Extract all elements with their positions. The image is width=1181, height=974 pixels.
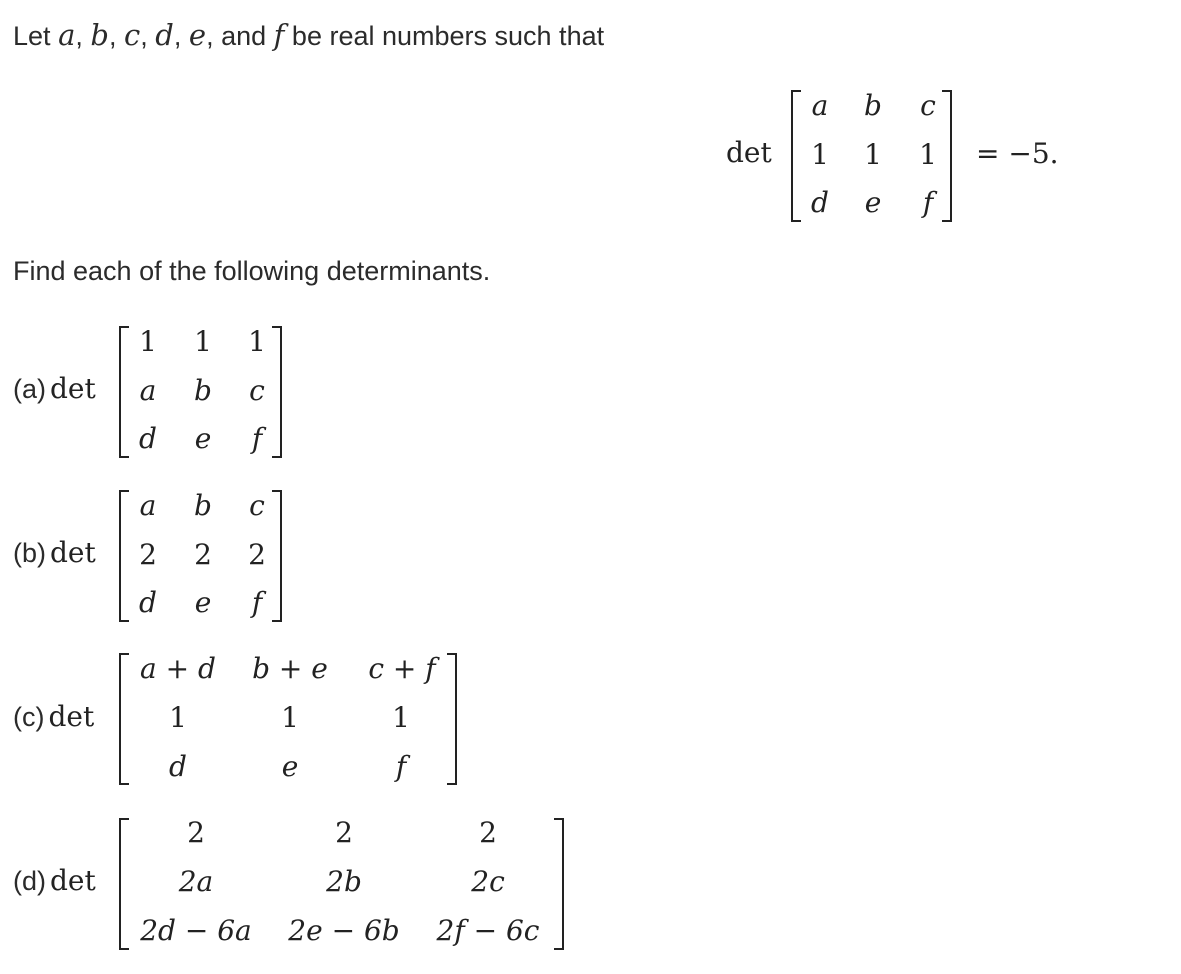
part-b-det: det — [50, 536, 96, 569]
matrix-cell: f — [251, 586, 263, 619]
given-cell: f — [922, 186, 934, 219]
given-cell: 1 — [864, 138, 882, 171]
matrix-cell: c — [249, 374, 265, 407]
matrix-cell: b — [194, 489, 212, 522]
intro-prefix: Let — [13, 21, 51, 51]
matrix-cell: 2d − 6a — [140, 914, 252, 947]
var-a: a — [58, 18, 76, 52]
matrix-cell: 2c — [471, 865, 505, 898]
matrix-cell: 1 — [248, 325, 266, 358]
intro-suffix: be real numbers such that — [291, 21, 605, 51]
matrix-cell: e — [281, 750, 299, 783]
part-b-label: (b) — [13, 538, 46, 568]
given-rhs: = −5. — [976, 137, 1059, 170]
matrix-cell: e — [194, 586, 212, 619]
part-d-det: det — [50, 864, 96, 897]
matrix-cell: 1 — [194, 325, 212, 358]
matrix-cell: d — [139, 586, 157, 619]
matrix-cell: 2b — [326, 865, 362, 898]
matrix-cell: 2 — [248, 538, 266, 571]
var-c: c — [124, 18, 141, 52]
given-cell: 1 — [919, 138, 937, 171]
matrix-cell: e — [194, 422, 212, 455]
matrix-cell: a — [139, 489, 157, 522]
part-a-label: (a) — [13, 374, 46, 404]
matrix-cell: c — [249, 489, 265, 522]
matrix-cell: 1 — [392, 701, 410, 734]
matrix-cell: d — [169, 750, 187, 783]
matrix-cell: 2 — [194, 538, 212, 571]
matrix-cell: 1 — [169, 701, 187, 734]
var-f: f — [273, 18, 285, 52]
matrix-cell: b — [194, 374, 212, 407]
matrix-cell: 2 — [187, 816, 205, 849]
intro-and: and — [221, 21, 267, 51]
given-cell: c — [920, 89, 936, 122]
matrix-cell: f — [251, 422, 263, 455]
matrix-cell: 2 — [335, 816, 353, 849]
part-c-left-bracket — [119, 653, 129, 785]
matrix-cell: 1 — [281, 701, 299, 734]
part-d-left-bracket — [119, 818, 129, 950]
matrix-cell: 2a — [178, 865, 214, 898]
given-cell: 1 — [811, 138, 829, 171]
var-b: b — [90, 18, 109, 52]
part-d-right-bracket — [554, 818, 564, 950]
given-cell: b — [864, 89, 882, 122]
var-d: d — [155, 18, 174, 52]
matrix-cell: f — [395, 750, 407, 783]
matrix-cell: 2f − 6c — [436, 914, 540, 947]
part-c-label: (c) — [13, 702, 45, 732]
matrix-cell: 1 — [139, 325, 157, 358]
given-det-label: det — [726, 136, 772, 169]
matrix-cell: a + d — [140, 652, 216, 685]
matrix-cell: 2e − 6b — [288, 914, 400, 947]
find-instruction: Find each of the following determinants. — [13, 256, 491, 286]
part-a-det: det — [50, 372, 96, 405]
matrix-cell: d — [139, 422, 157, 455]
given-cell: e — [864, 186, 882, 219]
var-e: e — [188, 18, 207, 52]
matrix-cell: a — [139, 374, 157, 407]
part-c-det: det — [48, 700, 95, 733]
matrix-cell: b + e — [252, 652, 328, 685]
given-cell: d — [811, 186, 829, 219]
intro-sentence: Let a, b, c, d, e, and f be real numbers such that — [13, 18, 605, 52]
given-cell: a — [811, 89, 829, 122]
matrix-cell: 2 — [139, 538, 157, 571]
part-d-label: (d) — [13, 866, 46, 896]
matrix-cell: 2 — [479, 816, 497, 849]
matrix-cell: c + f — [368, 652, 436, 685]
